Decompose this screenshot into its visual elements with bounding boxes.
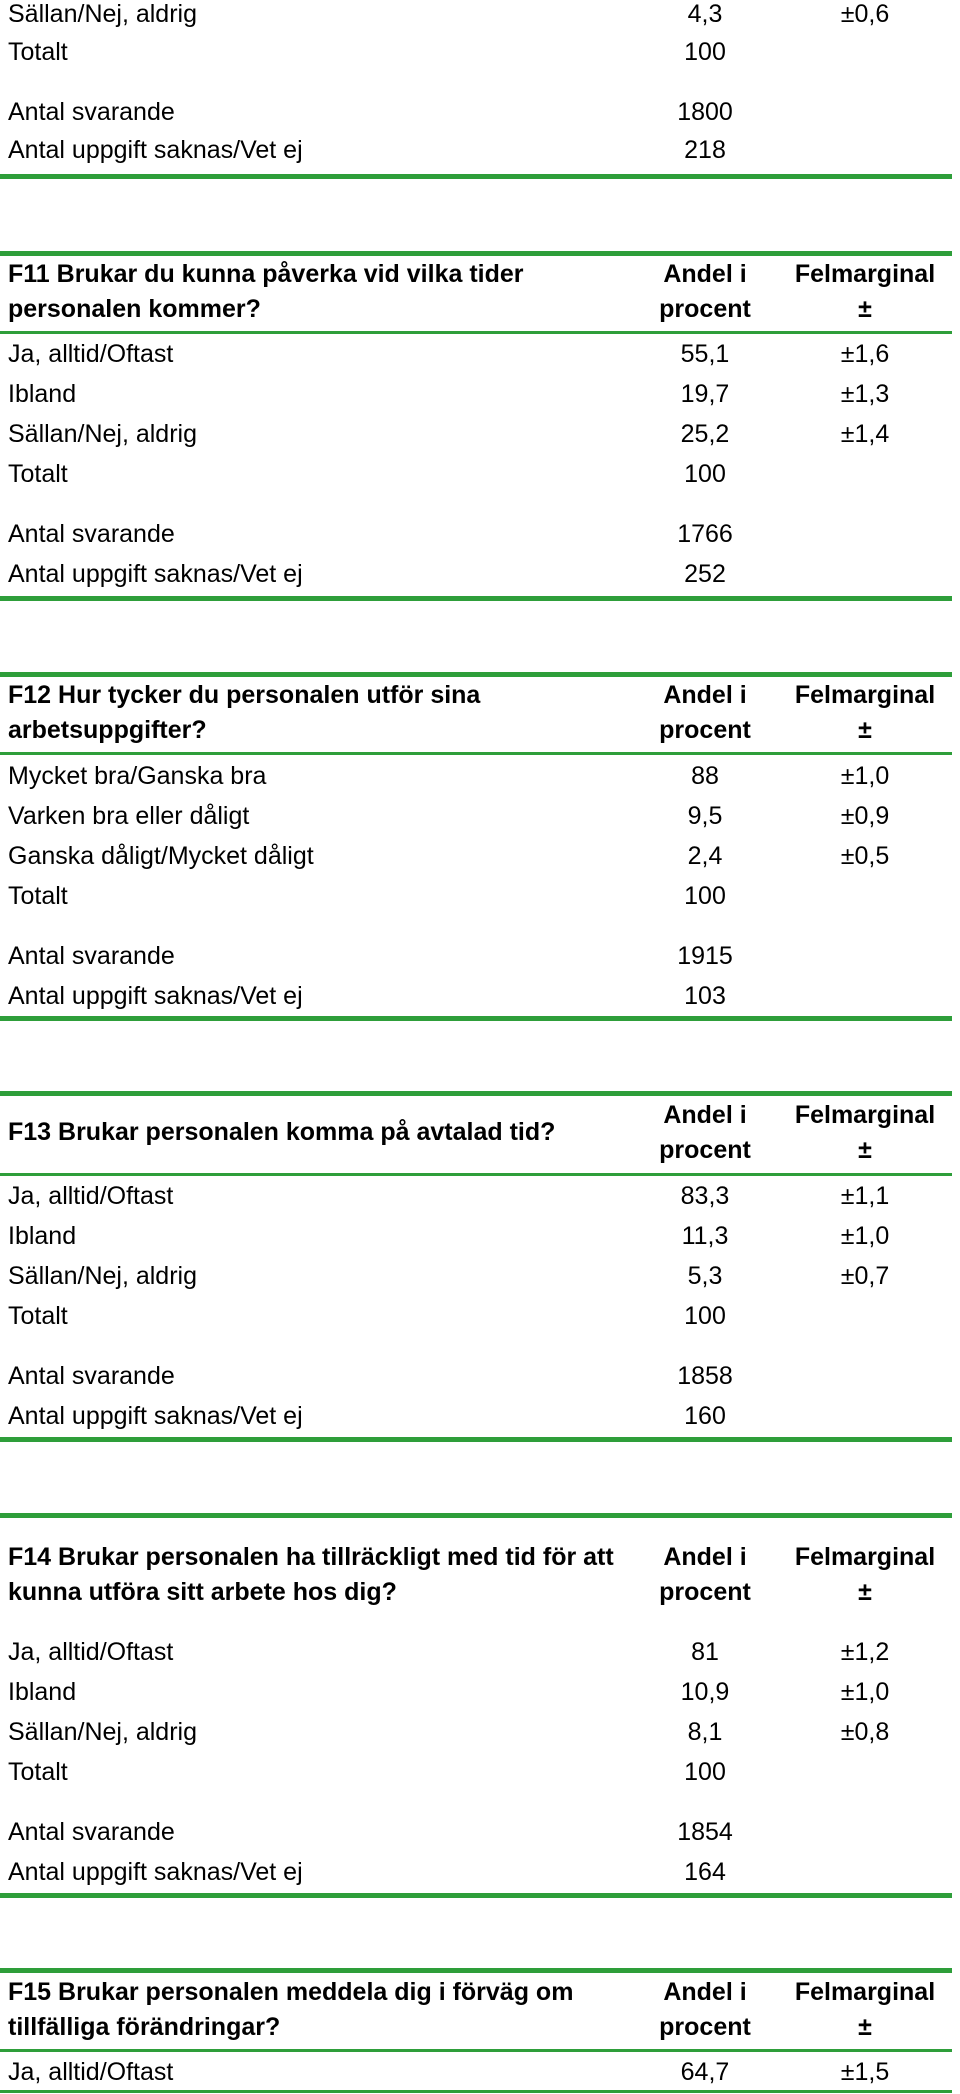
table-row bbox=[0, 374, 960, 414]
row-label: Totalt bbox=[8, 38, 68, 66]
header-andel: Andel i procent bbox=[659, 1543, 751, 1606]
row-value: 10,9 bbox=[680, 1678, 730, 1706]
row-value: 1858 bbox=[677, 1362, 733, 1390]
row-margin: ±1,1 bbox=[840, 1182, 890, 1210]
table-row-totalt bbox=[0, 1296, 960, 1336]
row-margin: ±1,0 bbox=[840, 1678, 890, 1706]
table-row bbox=[0, 1632, 960, 1672]
row-value: 218 bbox=[684, 136, 726, 164]
row-label: Totalt bbox=[8, 460, 68, 488]
antal-saknas bbox=[0, 1396, 960, 1436]
table-row-totalt bbox=[0, 454, 960, 494]
section-header-f11 bbox=[0, 257, 960, 327]
table-row bbox=[0, 1712, 960, 1752]
row-value: 100 bbox=[684, 882, 726, 910]
row-label: Antal uppgift saknas/Vet ej bbox=[8, 1858, 303, 1886]
row-label: Antal uppgift saknas/Vet ej bbox=[8, 560, 303, 588]
row-value: 2,4 bbox=[687, 842, 723, 870]
row-value: 100 bbox=[684, 1302, 726, 1330]
row-margin: ±0,9 bbox=[840, 802, 890, 830]
row-label: Antal svarande bbox=[8, 1362, 175, 1390]
top-saknas bbox=[0, 130, 960, 170]
row-margin: ±0,5 bbox=[840, 842, 890, 870]
row-value: 88 bbox=[691, 762, 719, 790]
header-felmarginal: Felmarginal ± bbox=[794, 681, 936, 744]
question-text: F12 Hur tycker du personalen utför sina arbetsuppgifter? bbox=[8, 681, 481, 744]
row-value: 1915 bbox=[677, 942, 733, 970]
row-label: Antal svarande bbox=[8, 942, 175, 970]
row-value: 5,3 bbox=[687, 1262, 723, 1290]
question-text: F15 Brukar personalen meddela dig i förväg om tillfälliga förändringar? bbox=[8, 1978, 574, 2041]
row-label: Mycket bra/Ganska bra bbox=[8, 762, 267, 790]
row-label: Sällan/Nej, aldrig bbox=[8, 420, 197, 448]
row-label: Ibland bbox=[8, 1678, 77, 1706]
row-label: Ibland bbox=[8, 1222, 77, 1250]
section-divider bbox=[0, 1893, 952, 1898]
section-divider bbox=[0, 1016, 952, 1021]
row-value: 64,7 bbox=[680, 2058, 730, 2086]
row-value: 1800 bbox=[677, 98, 733, 126]
row-label: Totalt bbox=[8, 1758, 68, 1786]
row-margin: ±0,6 bbox=[840, 0, 890, 28]
row-label: Totalt bbox=[8, 1302, 68, 1330]
antal-svarande bbox=[0, 1356, 960, 1396]
row-value: 81 bbox=[691, 1638, 719, 1666]
row-value: 19,7 bbox=[680, 380, 730, 408]
row-label: Ja, alltid/Oftast bbox=[8, 1182, 174, 1210]
row-value: 9,5 bbox=[687, 802, 723, 830]
antal-svarande bbox=[0, 936, 960, 976]
row-label: Ja, alltid/Oftast bbox=[8, 2058, 174, 2086]
row-value: 8,1 bbox=[687, 1718, 723, 1746]
row-margin: ±1,0 bbox=[840, 762, 890, 790]
header-andel: Andel i procent bbox=[659, 1101, 751, 1164]
question-text: F11 Brukar du kunna påverka vid vilka tider personalen kommer? bbox=[8, 260, 524, 323]
row-value: 100 bbox=[684, 38, 726, 66]
section-divider bbox=[0, 596, 952, 601]
antal-svarande bbox=[0, 514, 960, 554]
header-andel: Andel i procent bbox=[659, 681, 751, 744]
table-row bbox=[0, 836, 960, 876]
row-margin: ±1,6 bbox=[840, 340, 890, 368]
header-felmarginal: Felmarginal ± bbox=[794, 1543, 936, 1606]
row-value: 160 bbox=[684, 1402, 726, 1430]
row-label: Ganska dåligt/Mycket dåligt bbox=[8, 842, 314, 870]
row-value: 252 bbox=[684, 560, 726, 588]
row-value: 83,3 bbox=[680, 1182, 730, 1210]
section-top-rule bbox=[0, 672, 952, 677]
row-value: 1766 bbox=[677, 520, 733, 548]
row-label: Sällan/Nej, aldrig bbox=[8, 0, 197, 28]
section-top-rule bbox=[0, 1513, 952, 1518]
row-label: Antal svarande bbox=[8, 520, 175, 548]
section-top-rule bbox=[0, 1968, 952, 1973]
header-felmarginal: Felmarginal ± bbox=[794, 1101, 936, 1164]
row-label: Totalt bbox=[8, 882, 68, 910]
row-label: Ibland bbox=[8, 380, 77, 408]
row-value: 25,2 bbox=[680, 420, 730, 448]
row-label: Antal uppgift saknas/Vet ej bbox=[8, 982, 303, 1010]
row-value: 164 bbox=[684, 1858, 726, 1886]
header-andel: Andel i procent bbox=[659, 1978, 751, 2041]
antal-svarande bbox=[0, 1812, 960, 1852]
row-value: 100 bbox=[684, 1758, 726, 1786]
antal-saknas bbox=[0, 1852, 960, 1892]
row-margin: ±0,7 bbox=[840, 1262, 890, 1290]
section-header-f13 bbox=[0, 1098, 960, 1168]
table-row bbox=[0, 756, 960, 796]
row-label: Varken bra eller dåligt bbox=[8, 802, 250, 830]
row-margin: ±1,0 bbox=[840, 1222, 890, 1250]
table-row bbox=[0, 1672, 960, 1712]
table-row bbox=[0, 1176, 960, 1216]
row-margin: ±1,4 bbox=[840, 420, 890, 448]
row-value: 55,1 bbox=[680, 340, 730, 368]
table-row bbox=[0, 334, 960, 374]
row-value: 1854 bbox=[677, 1818, 733, 1846]
antal-saknas bbox=[0, 554, 960, 594]
table-row bbox=[0, 1216, 960, 1256]
header-rule bbox=[0, 752, 952, 755]
row-value: 100 bbox=[684, 460, 726, 488]
row-margin: ±1,3 bbox=[840, 380, 890, 408]
header-felmarginal: Felmarginal ± bbox=[794, 1978, 936, 2041]
section-top-rule bbox=[0, 1091, 952, 1096]
top-antal-svarande bbox=[0, 92, 960, 132]
header-andel: Andel i procent bbox=[659, 260, 751, 323]
section-top-rule bbox=[0, 251, 952, 256]
top-row-sallan bbox=[0, 0, 960, 34]
row-label: Antal uppgift saknas/Vet ej bbox=[8, 136, 303, 164]
row-value: 11,3 bbox=[681, 1222, 729, 1250]
section-divider bbox=[0, 174, 952, 179]
row-value: 103 bbox=[684, 982, 726, 1010]
section-divider bbox=[0, 1437, 952, 1442]
row-margin: ±1,5 bbox=[840, 2058, 890, 2086]
table-row bbox=[0, 2052, 960, 2092]
question-text: F14 Brukar personalen ha tillräckligt med tid för att kunna utföra sitt arbete hos dig? bbox=[8, 1543, 614, 1606]
row-rule bbox=[0, 2090, 952, 2093]
table-row bbox=[0, 796, 960, 836]
row-margin: ±0,8 bbox=[840, 1718, 890, 1746]
row-margin: ±1,2 bbox=[840, 1638, 890, 1666]
row-label: Ja, alltid/Oftast bbox=[8, 340, 174, 368]
question-text: F13 Brukar personalen komma på avtalad tid? bbox=[8, 1118, 556, 1146]
table-row-totalt bbox=[0, 1752, 960, 1792]
table-row-totalt bbox=[0, 876, 960, 916]
row-label: Antal svarande bbox=[8, 1818, 175, 1846]
antal-saknas bbox=[0, 976, 960, 1016]
row-label: Antal uppgift saknas/Vet ej bbox=[8, 1402, 303, 1430]
section-header-f15 bbox=[0, 1975, 960, 2045]
section-header-f12 bbox=[0, 678, 960, 748]
row-value: 4,3 bbox=[687, 0, 723, 28]
row-label: Ja, alltid/Oftast bbox=[8, 1638, 174, 1666]
table-row bbox=[0, 1256, 960, 1296]
row-label: Sällan/Nej, aldrig bbox=[8, 1718, 197, 1746]
top-row-totalt bbox=[0, 32, 960, 72]
row-label: Antal svarande bbox=[8, 98, 175, 126]
row-label: Sällan/Nej, aldrig bbox=[8, 1262, 197, 1290]
table-row bbox=[0, 414, 960, 454]
header-felmarginal: Felmarginal ± bbox=[794, 260, 936, 323]
section-header-f14 bbox=[0, 1540, 960, 1610]
